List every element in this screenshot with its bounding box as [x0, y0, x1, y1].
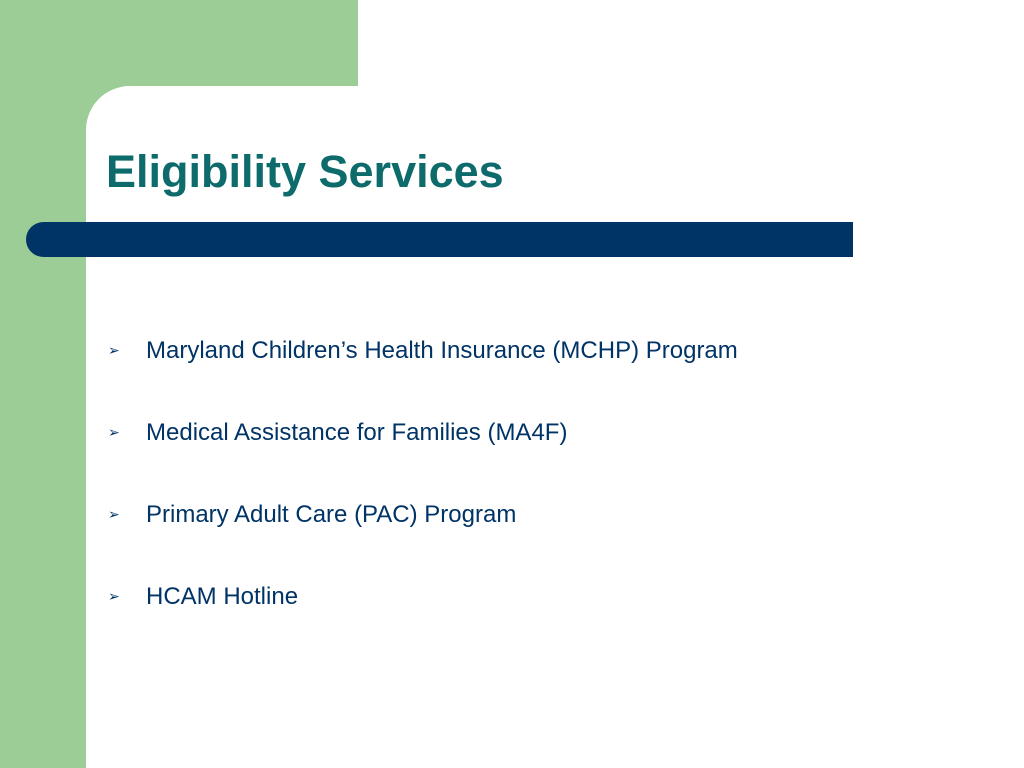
list-item: [106, 330, 738, 371]
list-item: [106, 412, 738, 453]
bullet-text: Primary Adult Care (PAC) Program: [146, 500, 517, 528]
bullet-text: Medical Assistance for Families (MA4F): [146, 418, 568, 446]
arrowhead-bullet-icon: ➢: [108, 506, 120, 523]
list-item: [106, 494, 738, 535]
slide-title: Eligibility Services: [106, 146, 504, 197]
bullet-list: [106, 330, 738, 658]
bullet-text: Maryland Children’s Health Insurance (MCHP) Program: [146, 336, 738, 364]
title-underline-bar: [26, 222, 853, 257]
arrowhead-bullet-icon: ➢: [108, 424, 120, 441]
arrowhead-bullet-icon: ➢: [108, 342, 120, 359]
arrowhead-bullet-icon: ➢: [108, 588, 120, 605]
list-item: [106, 576, 738, 617]
bullet-text: HCAM Hotline: [146, 582, 299, 610]
